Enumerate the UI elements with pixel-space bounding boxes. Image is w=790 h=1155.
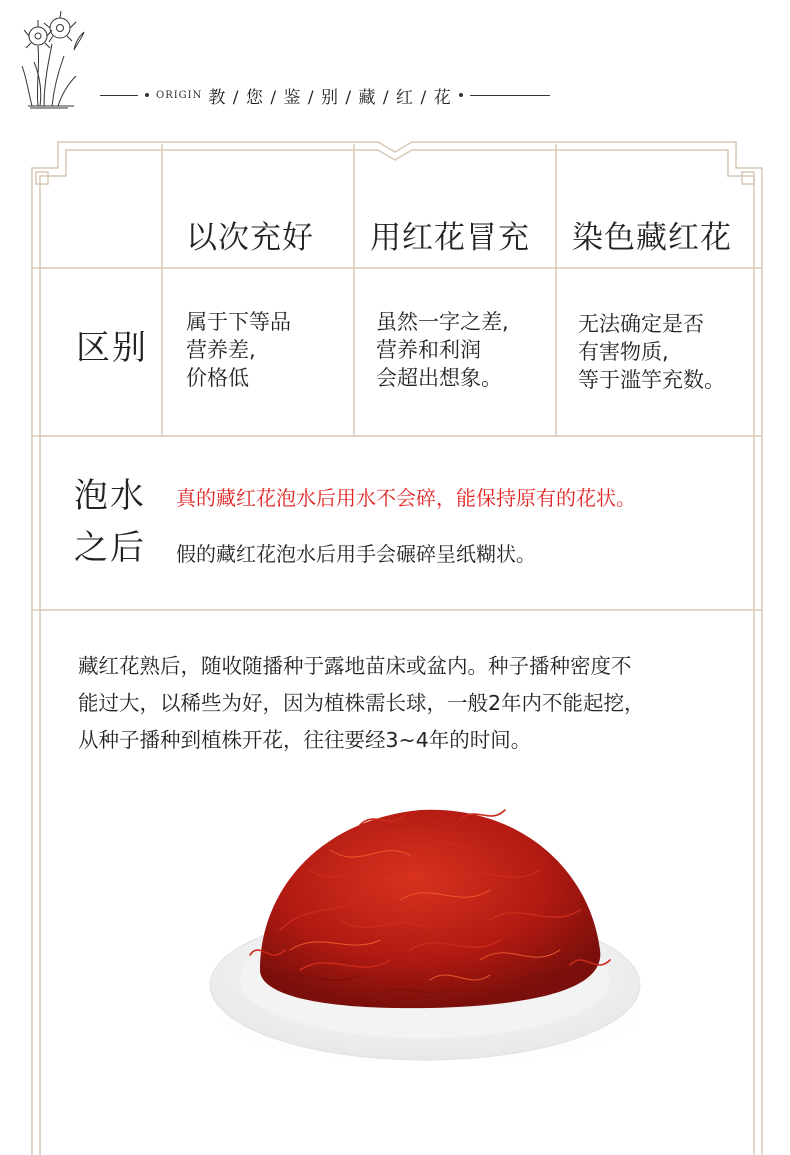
soak-true-text: 真的藏红花泡水后用水不会碎，能保持原有的花状。 — [176, 486, 636, 510]
daffodil-sketch-icon — [18, 6, 90, 110]
soak-false-text: 假的藏红花泡水后用手会碾碎呈纸糊状。 — [176, 542, 536, 566]
soak-label-line2: 之后 — [74, 528, 146, 568]
column-header-dyed: 染色藏红花 — [572, 220, 732, 256]
header-dot-left — [145, 93, 149, 97]
cell-inferior: 属于下等品 营养差, 价格低 — [186, 310, 291, 390]
row-header-difference: 区别 — [76, 328, 148, 368]
saffron-bowl-image — [190, 780, 670, 1070]
cell-dyed: 无法确定是否 有害物质, 等于滥竽充数。 — [578, 312, 725, 392]
section-title: 教 / 您 / 鉴 / 别 / 藏 / 红 / 花 — [208, 87, 452, 108]
cultivation-paragraph: 藏红花熟后，随收随播种于露地苗床或盆内。种子播种密度不 能过大，以稀些为好，因为植株需长球，一般2年内不能起挖， 从种子播种到植株开花，往往要经3~4年的时间。 — [78, 654, 645, 752]
header-dot-right — [459, 93, 463, 97]
origin-label: ORIGIN — [156, 89, 203, 101]
cell-safflower: 虽然一字之差, 营养和利润 会超出想象。 — [376, 310, 509, 390]
soak-label-line1: 泡水 — [74, 476, 146, 516]
section-header — [100, 84, 550, 106]
column-header-safflower: 用红花冒充 — [370, 220, 530, 256]
header-rule-right — [470, 95, 550, 96]
column-header-inferior: 以次充好 — [186, 220, 314, 256]
header-rule-left — [100, 95, 138, 96]
